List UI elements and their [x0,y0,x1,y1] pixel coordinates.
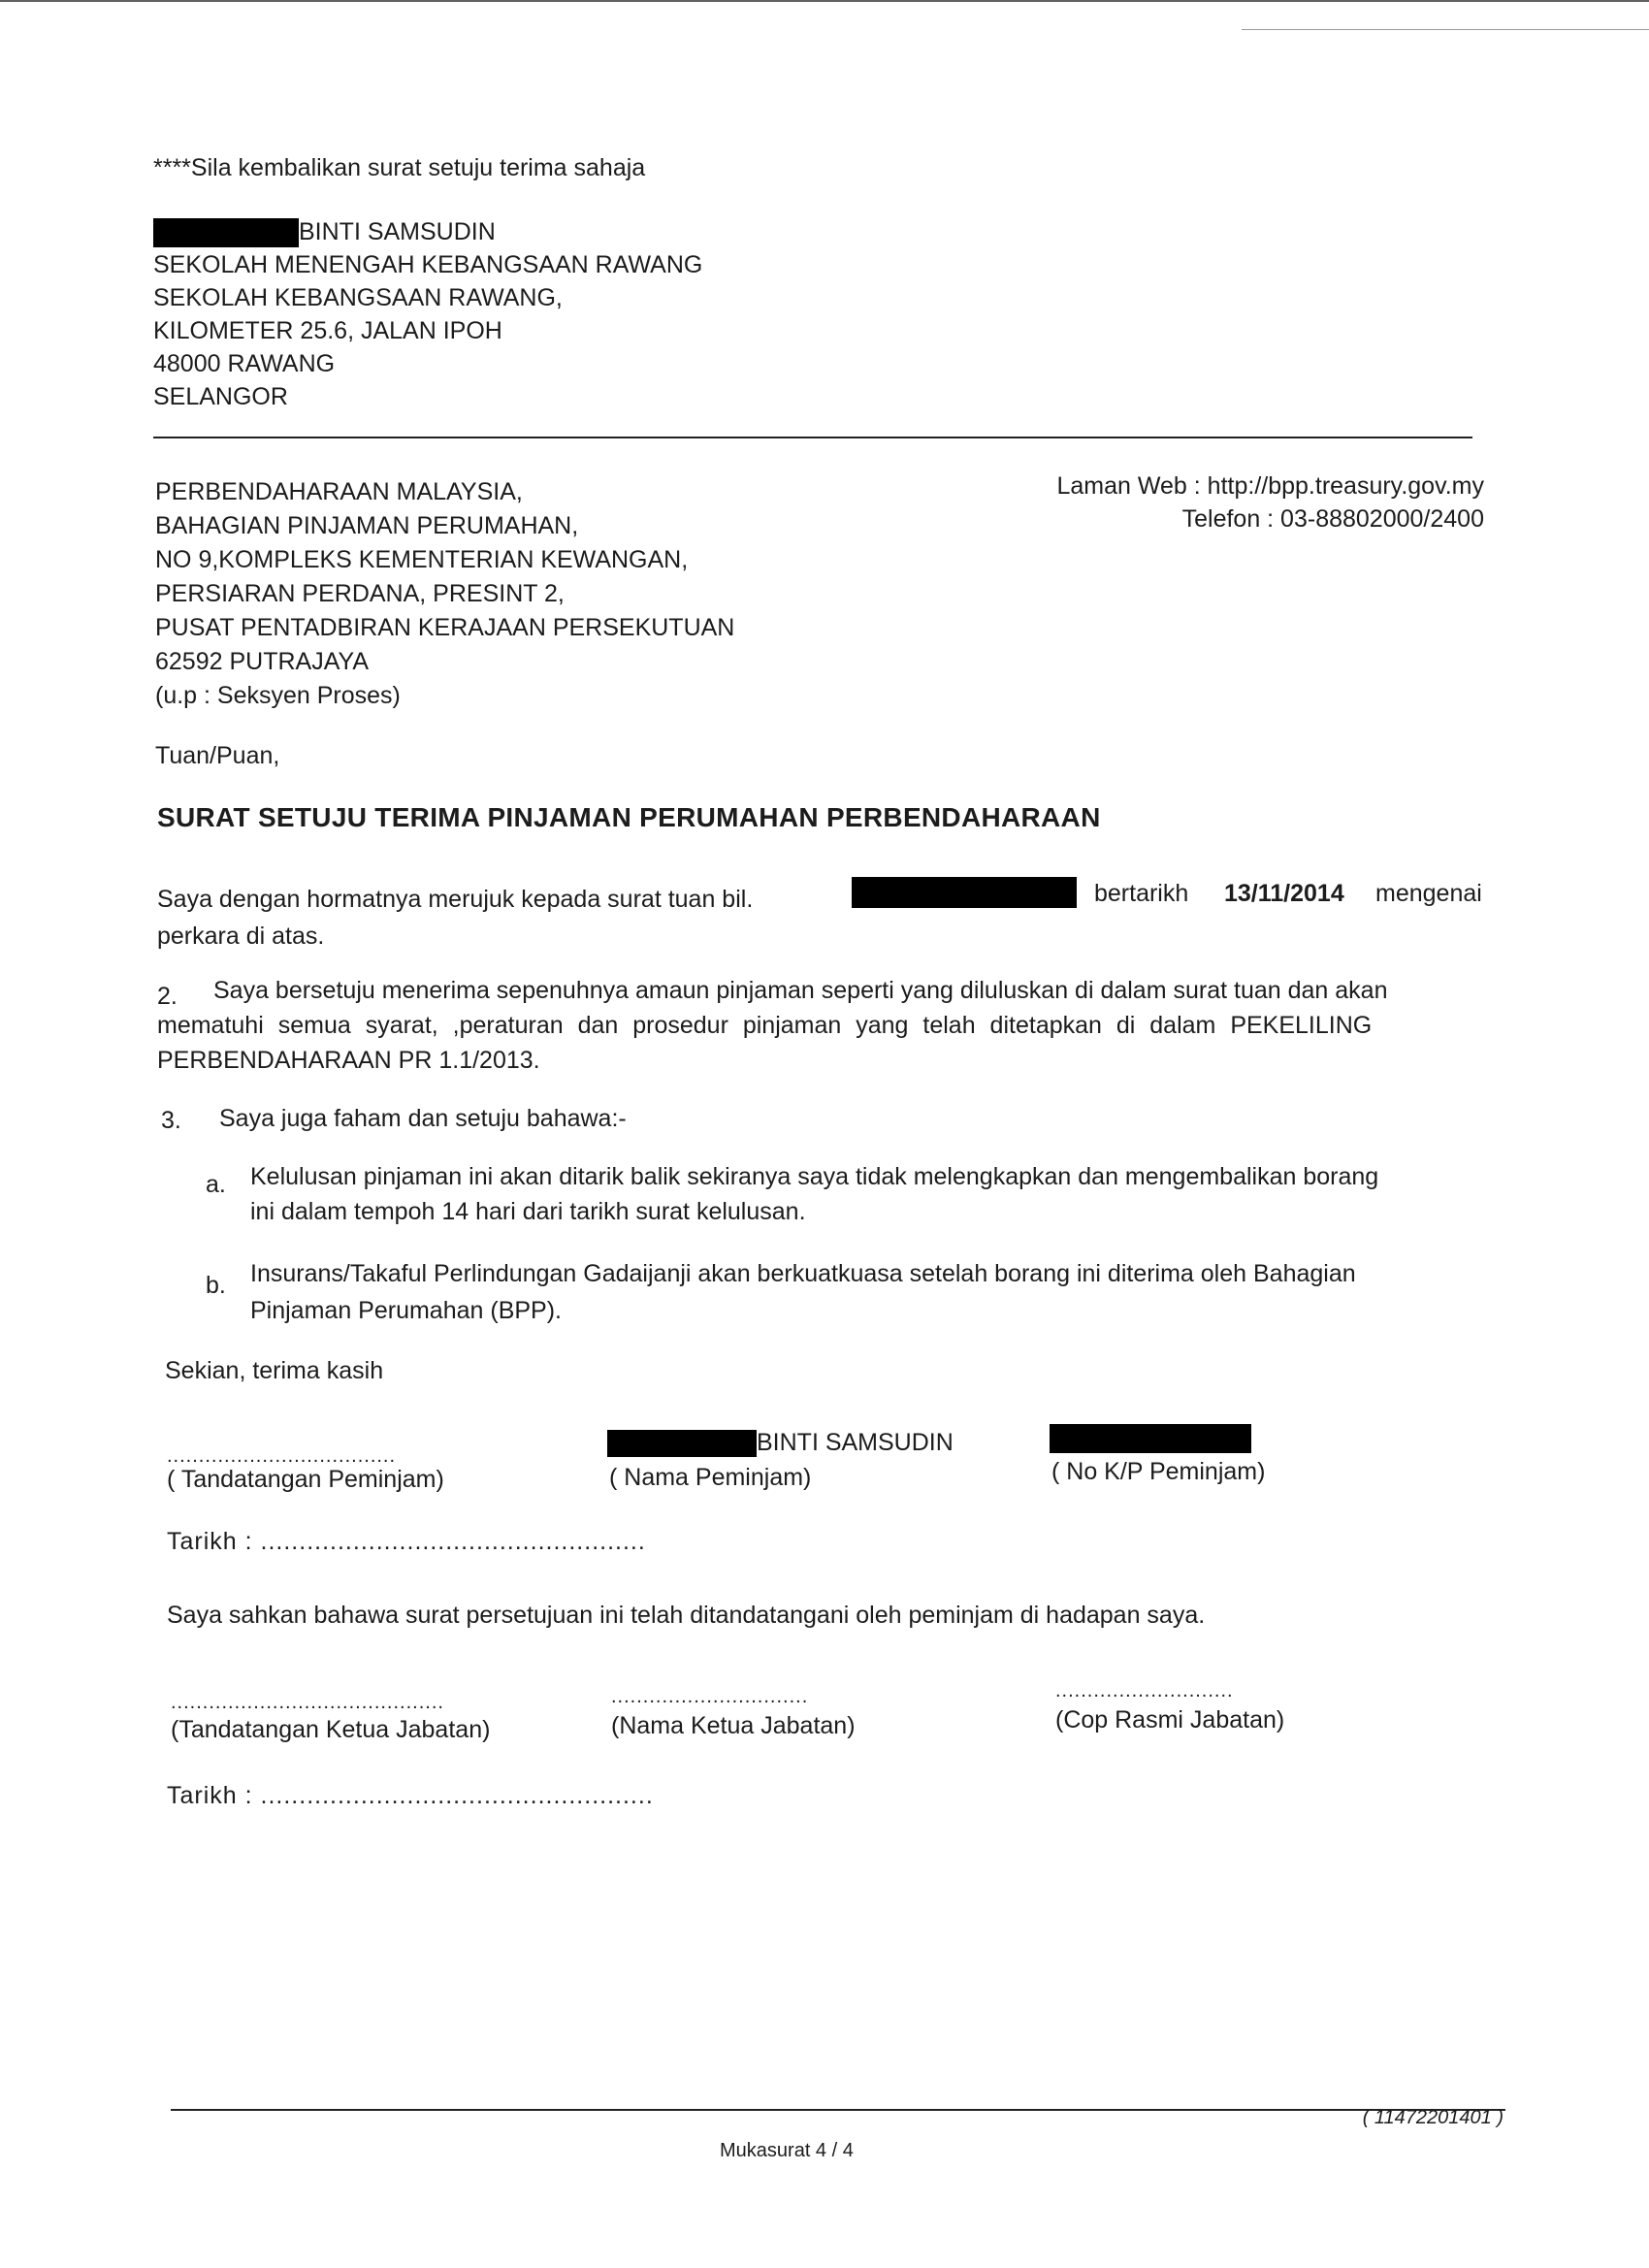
divider-line [153,437,1472,438]
addressee-line-6: 62592 PUTRAJAYA [155,648,370,675]
certification-text: Saya sahkan bahawa surat persetujuan ini telah ditandatangani oleh peminjam di hadapan saya. [167,1602,1206,1629]
tarikh-borrower: Tarikh : .................................................. [167,1528,646,1555]
addressee-line-4: PERSIARAN PERDANA, PRESINT 2, [155,580,565,607]
recipient-name: BINTI SAMSUDIN [299,218,496,245]
redaction-bar-ic-number [1050,1424,1251,1453]
para3-number: 3. [161,1107,181,1134]
para3-text: Saya juga faham dan setuju bahawa:- [219,1105,627,1132]
recipient-address-3: KILOMETER 25.6, JALAN IPOH [153,317,502,344]
contact-phone: Telefon : 03-88802000/2400 [1181,505,1484,533]
borrower-name: BINTI SAMSUDIN [757,1429,954,1456]
official-stamp-label: (Cop Rasmi Jabatan) [1055,1706,1285,1733]
borrower-name-label: ( Nama Peminjam) [609,1464,812,1491]
recipient-address-5: SELANGOR [153,383,288,410]
redaction-bar [607,1430,757,1457]
recipient-address-4: 48000 RAWANG [153,350,336,377]
para2-line1: Saya bersetuju menerima sepenuhnya amaun pinjaman seperti yang diluluskan di dalam surat tuan dan akan [213,977,1388,1004]
addressee-line-3: NO 9,KOMPLEKS KEMENTERIAN KEWANGAN, [155,546,689,573]
scan-edge-line-right [1242,29,1649,30]
head-signature-dots: ........................................... [171,1692,444,1713]
para2-line3: PERBENDAHARAAN PR 1.1/2013. [157,1047,540,1074]
item-b-label: b. [206,1272,226,1299]
para1-bertarikh: bertarikh [1094,880,1189,907]
addressee-line-2: BAHAGIAN PINJAMAN PERUMAHAN, [155,512,579,539]
letter-title: SURAT SETUJU TERIMA PINJAMAN PERUMAHAN PERBENDAHARAAN [157,802,1101,832]
redaction-bar [153,218,299,247]
salutation: Tuan/Puan, [155,742,280,769]
item-a-label: a. [206,1171,226,1198]
redaction-bar-reference [852,877,1077,908]
tarikh-head: Tarikh : ................................................... [167,1782,654,1809]
recipient-address-1: SEKOLAH MENENGAH KEBANGSAAN RAWANG [153,251,703,278]
item-a-line1: Kelulusan pinjaman ini akan ditarik balik sekiranya saya tidak melengkapkan dan mengembalikan borang [250,1163,1379,1190]
footer-reference: ( 11472201401 ) [1362,2107,1504,2128]
para1-mengenai: mengenai [1375,880,1482,907]
addressee-line-7: (u.p : Seksyen Proses) [155,682,401,709]
addressee-line-5: PUSAT PENTADBIRAN KERAJAAN PERSEKUTUAN [155,614,735,641]
addressee-line-1: PERBENDAHARAAN MALAYSIA, [155,478,523,505]
borrower-name-line [607,1426,954,1460]
recipient-address-2: SEKOLAH KEBANGSAAN RAWANG, [153,284,563,311]
borrower-signature-label: ( Tandatangan Peminjam) [167,1466,444,1493]
item-b-line2: Pinjaman Perumahan (BPP). [250,1297,562,1324]
official-stamp-dots: ............................ [1055,1680,1234,1701]
borrower-ic-label: ( No K/P Peminjam) [1051,1458,1266,1485]
head-name-dots: ............................... [611,1686,809,1707]
head-name-label: (Nama Ketua Jabatan) [611,1712,856,1739]
scan-edge-line [0,0,1649,2]
return-note: ****Sila kembalikan surat setuju terima sahaja [153,154,646,181]
para2-line2: mematuhi semua syarat, ,peraturan dan prosedur pinjaman yang telah ditetapkan di dalam PEKELILING [157,1012,1373,1039]
item-a-line2: ini dalam tempoh 14 hari dari tarikh surat kelulusan. [250,1198,806,1225]
recipient-name-line [153,215,496,249]
item-b-line1: Insurans/Takaful Perlindungan Gadaijanji akan berkuatkuasa setelah borang ini diterima oleh Bahagian [250,1260,1356,1287]
para1-line2: perkara di atas. [157,923,325,950]
para2-number: 2. [157,983,178,1010]
page-number: Mukasurat 4 / 4 [720,2140,854,2161]
footer-rule [171,2109,1505,2111]
para1-intro: Saya dengan hormatnya merujuk kepada surat tuan bil. [157,886,754,913]
head-signature-label: (Tandatangan Ketua Jabatan) [171,1716,491,1743]
closing: Sekian, terima kasih [165,1357,384,1384]
para1-date: 13/11/2014 [1224,880,1344,907]
contact-web: Laman Web : http://bpp.treasury.gov.my [1056,472,1484,500]
borrower-signature-dots: .................................... [167,1445,397,1467]
